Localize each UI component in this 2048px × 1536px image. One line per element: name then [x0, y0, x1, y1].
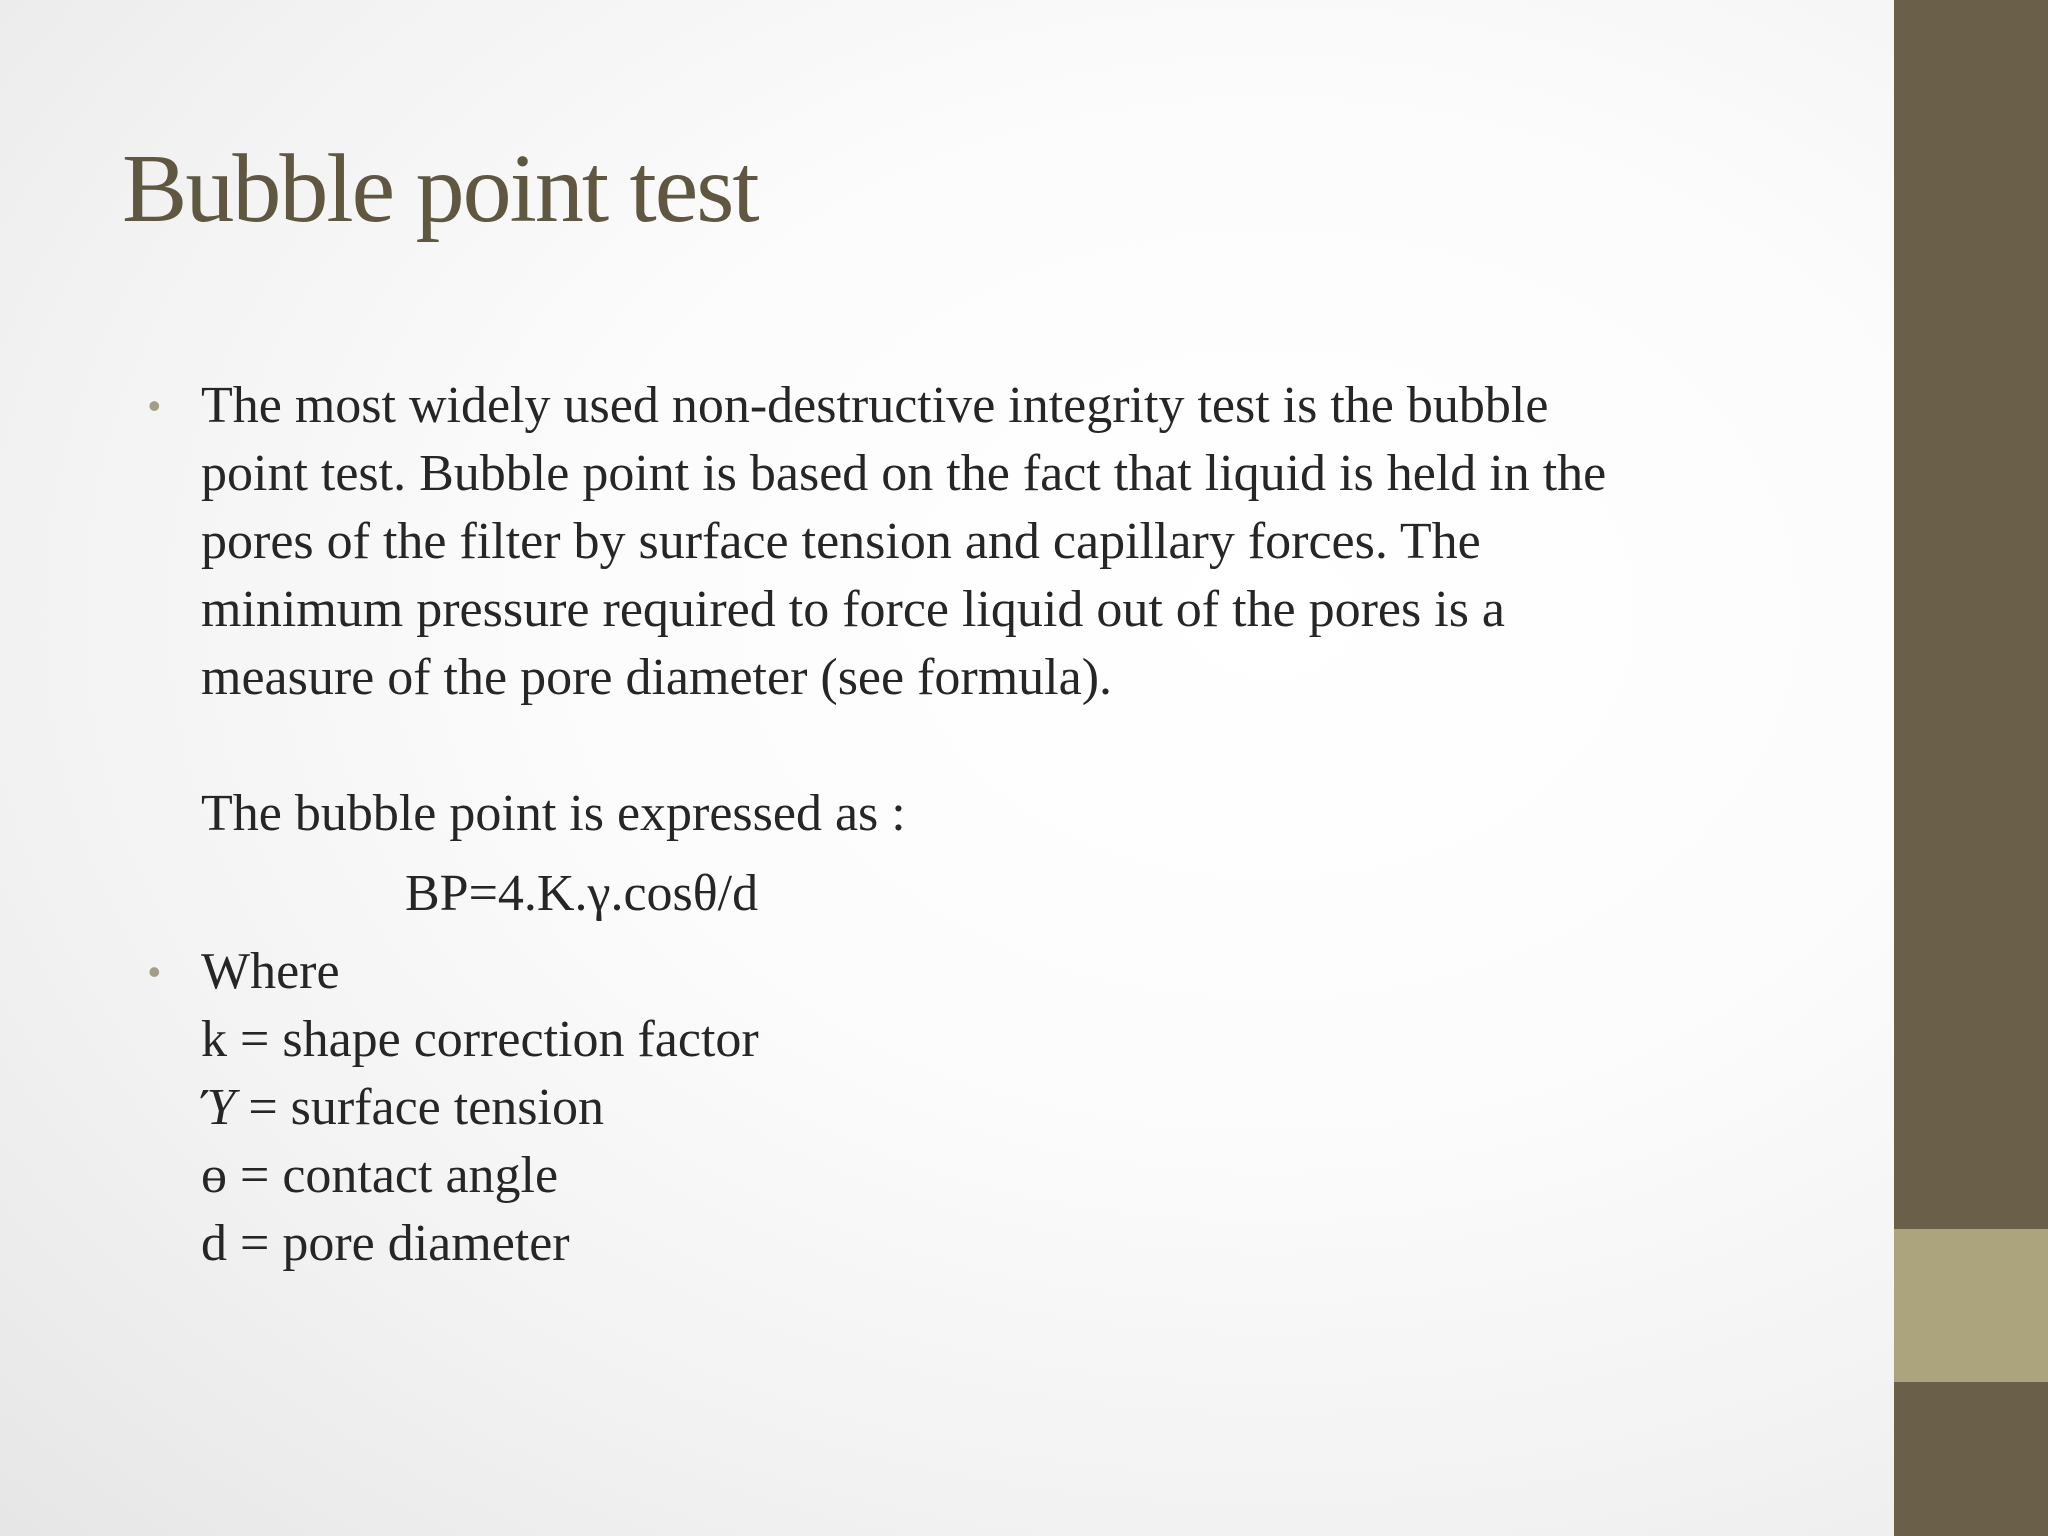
description-line: pores of the filter by surface tension and capillary forces. The: [201, 513, 1481, 570]
bullet-definitions: [148, 938, 1848, 1278]
bullet-description: [148, 372, 1848, 928]
definition-item: [201, 1142, 1848, 1210]
definition-symbol: k: [201, 1011, 227, 1068]
definition-text: = contact angle: [227, 1147, 559, 1204]
definition-symbol: d: [201, 1215, 227, 1272]
definition-item: [201, 1006, 1848, 1074]
bullet-dot-icon: •: [148, 951, 161, 992]
description-line: point test. Bubble point is based on the fact that liquid is held in the: [201, 445, 1607, 502]
expression-intro: The bubble point is expressed as :: [201, 785, 906, 842]
paragraph-spacer: [201, 712, 1848, 780]
definition-symbol: ɵ: [201, 1147, 227, 1204]
slide-title: Bubble point test: [122, 135, 758, 243]
definition-symbol: Ύ: [201, 1079, 236, 1136]
definition-text: = shape correction factor: [227, 1011, 759, 1068]
definition-item: [201, 1210, 1848, 1278]
slide-body: [148, 372, 1848, 1278]
slide-side-accent: [1894, 1229, 2048, 1382]
definition-text: = pore diameter: [227, 1215, 570, 1272]
definition-item: [201, 1074, 1848, 1142]
definition-text: = surface tension: [235, 1079, 604, 1136]
description-line: measure of the pore diameter (see formula).: [201, 649, 1113, 706]
description-line: The most widely used non-destructive integrity test is the bubble: [201, 377, 1549, 434]
bubble-point-formula: BP=4.K.γ.cosθ/d: [405, 865, 759, 922]
description-line: minimum pressure required to force liquid out of the pores is a: [201, 581, 1506, 638]
definitions-heading: Where: [201, 943, 340, 1000]
bullet-dot-icon: •: [148, 385, 161, 426]
